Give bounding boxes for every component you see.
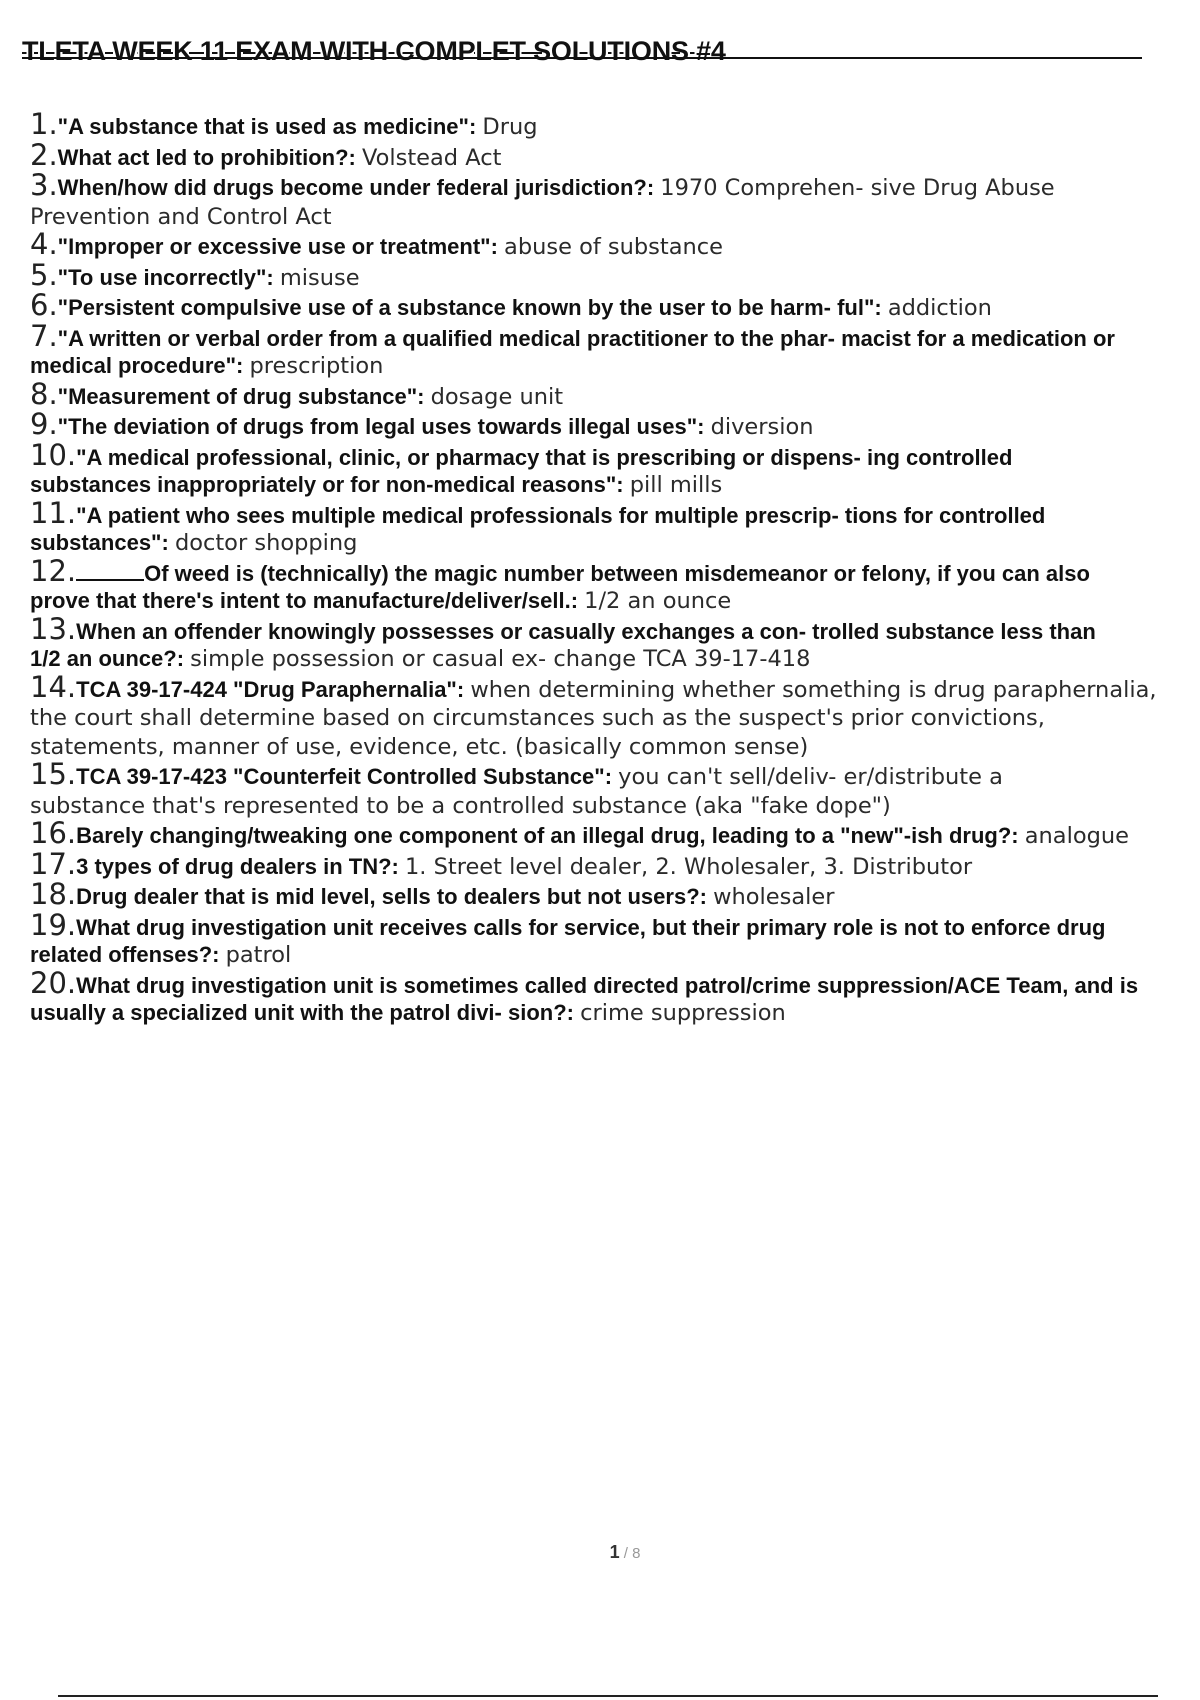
list-item bbox=[30, 907, 1195, 970]
item-question: Barely changing/tweaking one component of an illegal drug, leading to a "new"-ish drug?: bbox=[76, 823, 1025, 848]
item-question: TCA 39-17-423 "Counterfeit Controlled Substance": bbox=[76, 764, 619, 789]
list-item bbox=[30, 257, 1195, 293]
item-number: 17. bbox=[30, 846, 77, 881]
list-item bbox=[30, 816, 1195, 851]
item-answer: crime suppression bbox=[580, 1000, 786, 1026]
item-answer: wholesaler bbox=[713, 884, 835, 910]
item-question: 3 types of drug dealers in TN?: bbox=[76, 853, 405, 879]
current-page: 1 bbox=[609, 1542, 620, 1562]
item-question: What drug investigation unit receives calls for service, but their primary role is not to enforce drug related offenses?: bbox=[30, 914, 1106, 967]
footer-divider bbox=[58, 1695, 1158, 1697]
item-question: Drug dealer that is mid level, sells to dealers but not users?: bbox=[76, 884, 714, 909]
list-item bbox=[30, 288, 1195, 323]
list-item bbox=[30, 168, 1195, 231]
item-answer: simple possession or casual ex- change TCA 39-17-418 bbox=[190, 646, 811, 672]
item-answer: patrol bbox=[225, 942, 292, 968]
item-answer: 1970 Comprehen- sive Drug Abuse Prevention and Control Act bbox=[30, 175, 1055, 230]
item-number: 15. bbox=[30, 757, 77, 791]
item-question: When an offender knowingly possesses or casually exchanges a con- trolled substance less than 1/2 an ounce?: bbox=[30, 618, 1096, 671]
item-question: When/how did drugs become under federal jurisdiction?: bbox=[57, 175, 661, 200]
item-number: 16. bbox=[30, 816, 77, 850]
total-pages: 8 bbox=[632, 1545, 641, 1562]
list-item bbox=[30, 318, 1195, 381]
list-item bbox=[30, 107, 1195, 142]
list-item bbox=[30, 877, 1195, 912]
item-number: 11. bbox=[30, 495, 77, 530]
list-item bbox=[30, 376, 1195, 412]
item-question: What act led to prohibition?: bbox=[57, 144, 362, 170]
list-item bbox=[30, 437, 1195, 500]
item-question: "To use incorrectly": bbox=[57, 264, 280, 290]
item-question: "A written or verbal order from a qualified medical practitioner to the phar- macist for a medication or medical procedure": bbox=[30, 325, 1115, 378]
fill-in-blank bbox=[76, 561, 144, 581]
item-answer: when determining whether something is drug paraphernalia, the court shall determine based on circumstances such as the suspect's prior convictions, statements, manner of use, evidence, etc. (basically common sense) bbox=[30, 676, 1157, 760]
item-answer: dosage unit bbox=[430, 383, 564, 410]
item-number: 9. bbox=[30, 407, 58, 441]
item-answer: pill mills bbox=[629, 472, 723, 498]
item-number: 7. bbox=[30, 318, 58, 353]
list-item bbox=[30, 495, 1195, 558]
question-list bbox=[30, 107, 1195, 1028]
item-question: "A substance that is used as medicine": bbox=[57, 114, 483, 139]
item-number: 14. bbox=[30, 669, 77, 704]
item-answer: 1/2 an ounce bbox=[584, 588, 732, 614]
item-question-line1: Of weed is (technically) the magic number between misdemeanor or felony, if you can also bbox=[144, 560, 1090, 586]
item-answer: analogue bbox=[1024, 823, 1129, 849]
item-number: 5. bbox=[30, 257, 58, 292]
item-number: 8. bbox=[30, 376, 58, 411]
item-number: 2. bbox=[30, 137, 58, 172]
item-answer: doctor shopping bbox=[174, 530, 358, 556]
item-question: "Persistent compulsive use of a substance known by the user to be harm- ful": bbox=[57, 295, 888, 320]
list-item bbox=[30, 757, 1195, 820]
item-answer: diversion bbox=[710, 414, 814, 440]
list-item bbox=[30, 965, 1195, 1028]
item-number: 12. bbox=[30, 557, 77, 587]
item-number: 1. bbox=[30, 107, 58, 141]
item-number: 10. bbox=[30, 437, 77, 472]
item-question: "Improper or excessive use or treatment": bbox=[57, 234, 505, 259]
item-question: "The deviation of drugs from legal uses towards illegal uses": bbox=[57, 414, 711, 439]
item-question: "Measurement of drug substance": bbox=[57, 383, 431, 409]
item-number: 4. bbox=[30, 227, 58, 261]
list-item bbox=[30, 227, 1195, 262]
item-answer: 1. Street level dealer, 2. Wholesaler, 3. Distributor bbox=[404, 853, 973, 880]
page-indicator bbox=[0, 1542, 1200, 1563]
item-number: 13. bbox=[30, 611, 77, 646]
item-number: 6. bbox=[30, 288, 58, 322]
item-answer: misuse bbox=[279, 264, 360, 291]
list-item bbox=[30, 669, 1195, 762]
item-question: TCA 39-17-424 "Drug Paraphernalia": bbox=[76, 676, 471, 702]
list-item bbox=[30, 846, 1195, 882]
item-answer: Drug bbox=[482, 114, 538, 140]
document-title: TLETA WEEK 11 EXAM WITH COMPLET SOLUTIONS #4 bbox=[22, 36, 726, 66]
item-question: What drug investigation unit is sometimes called directed patrol/crime suppression/ACE Team, and is usually a specialized unit with the patrol divi- sion?: bbox=[30, 972, 1139, 1025]
item-answer: prescription bbox=[249, 353, 384, 379]
item-answer: you can't sell/deliv- er/distribute a substance that's represented to be a controlled substance (aka "fake dope") bbox=[30, 764, 1003, 819]
item-answer: addiction bbox=[887, 295, 992, 321]
item-number: 19. bbox=[30, 907, 77, 942]
item-answer: abuse of substance bbox=[504, 234, 723, 260]
page-separator: / bbox=[619, 1545, 633, 1562]
item-question-line2: prove that there's intent to manufacture/deliver/sell.: bbox=[30, 588, 585, 613]
list-item bbox=[30, 558, 1195, 616]
list-item bbox=[30, 611, 1195, 674]
list-item bbox=[30, 407, 1195, 442]
item-question: "A patient who sees multiple medical professionals for multiple prescrip- tions for controlled substances": bbox=[30, 502, 1046, 555]
list-item bbox=[30, 137, 1195, 173]
item-number: 20. bbox=[30, 965, 77, 1000]
item-number: 3. bbox=[30, 168, 58, 202]
item-answer: Volstead Act bbox=[361, 144, 502, 171]
title-underline bbox=[22, 57, 1142, 59]
item-number: 18. bbox=[30, 877, 77, 911]
item-question: "A medical professional, clinic, or pharmacy that is prescribing or dispens- ing controlled substances inappropriately or for non-medical reasons": bbox=[30, 444, 1013, 497]
